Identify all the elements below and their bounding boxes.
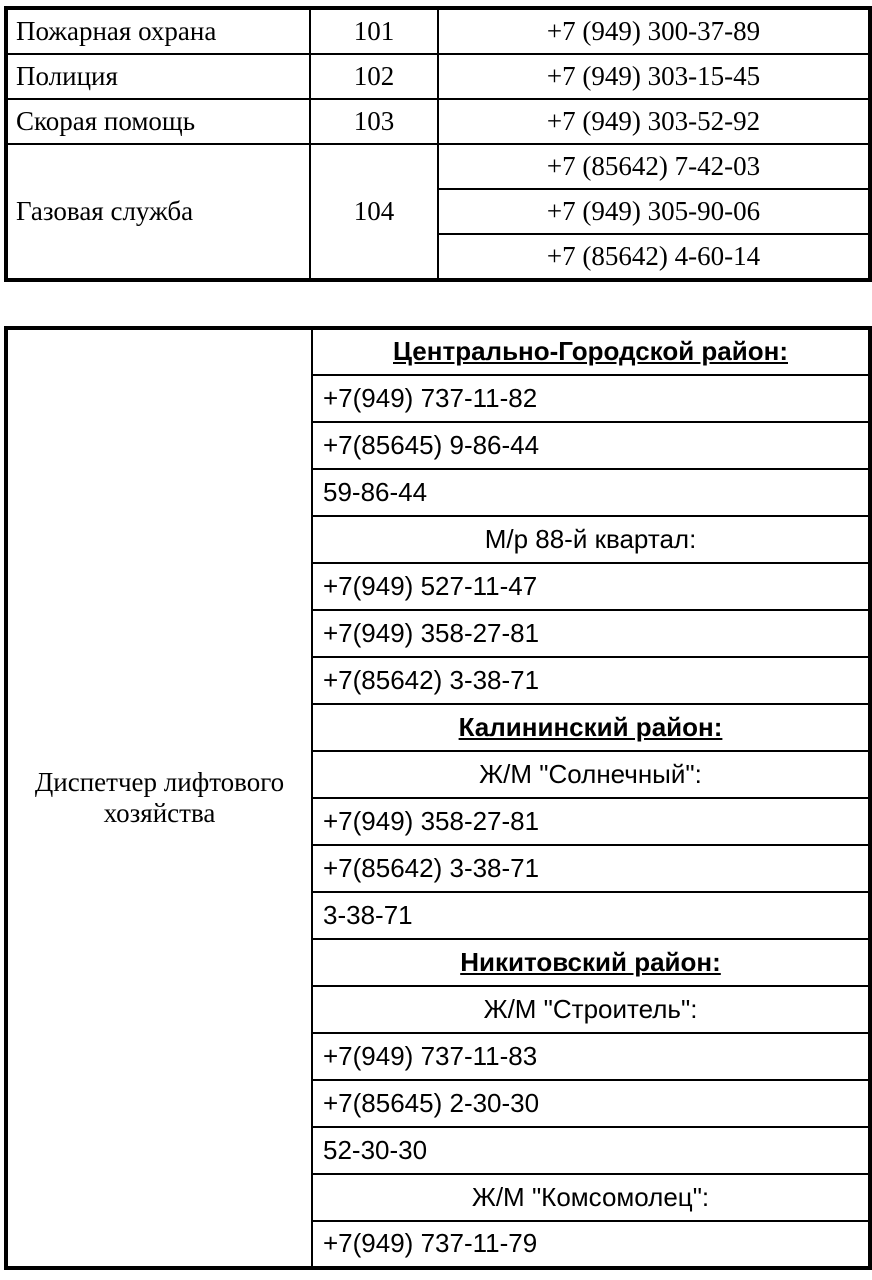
dispatcher-phone: +7(949) 358-27-81 xyxy=(312,610,870,657)
service-short-number: 101 xyxy=(310,8,438,54)
dispatcher-phone: 59-86-44 xyxy=(312,469,870,516)
dispatcher-phone: +7(949) 737-11-83 xyxy=(312,1033,870,1080)
dispatcher-phone: +7(85645) 9-86-44 xyxy=(312,422,870,469)
service-phone: +7 (85642) 7-42-03 xyxy=(438,144,870,189)
dispatcher-table-body xyxy=(6,328,870,1268)
dispatcher-label: Диспетчер лифтового хозяйства xyxy=(6,328,312,1268)
dispatcher-table xyxy=(4,326,872,1270)
district-headline: Калининский район: xyxy=(312,704,870,751)
service-phone: +7 (949) 305-90-06 xyxy=(438,189,870,234)
district-headline: Центрально-Городской район: xyxy=(312,328,870,375)
district-subheading: Ж/М "Строитель": xyxy=(312,986,870,1033)
dispatcher-phone: +7(85645) 2-30-30 xyxy=(312,1080,870,1127)
service-name: Скорая помощь xyxy=(6,99,310,144)
service-phone: +7 (949) 300-37-89 xyxy=(438,8,870,54)
dispatcher-phone: +7(85642) 3-38-71 xyxy=(312,845,870,892)
dispatcher-phone: +7(949) 737-11-82 xyxy=(312,375,870,422)
dispatcher-phone: +7(949) 527-11-47 xyxy=(312,563,870,610)
dispatcher-phone: 52-30-30 xyxy=(312,1127,870,1174)
district-subheading: Ж/М "Солнечный": xyxy=(312,751,870,798)
district-headline: Никитовский район: xyxy=(312,939,870,986)
service-name: Полиция xyxy=(6,54,310,99)
service-short-number: 102 xyxy=(310,54,438,99)
table-row xyxy=(6,99,870,144)
dispatcher-phone: +7(85642) 3-38-71 xyxy=(312,657,870,704)
service-name: Пожарная охрана xyxy=(6,8,310,54)
table-row xyxy=(6,144,870,189)
service-name: Газовая служба xyxy=(6,144,310,280)
table-row xyxy=(6,328,870,375)
emergency-table-body xyxy=(6,8,870,280)
district-subheading: Ж/М "Комсомолец": xyxy=(312,1174,870,1221)
dispatcher-phone: +7(949) 358-27-81 xyxy=(312,798,870,845)
district-subheading: М/р 88-й квартал: xyxy=(312,516,870,563)
service-phone: +7 (949) 303-15-45 xyxy=(438,54,870,99)
dispatcher-phone: +7(949) 737-11-79 xyxy=(312,1221,870,1268)
table-row xyxy=(6,8,870,54)
table-row xyxy=(6,54,870,99)
service-phone: +7 (949) 303-52-92 xyxy=(438,99,870,144)
service-short-number: 103 xyxy=(310,99,438,144)
dispatcher-phone: 3-38-71 xyxy=(312,892,870,939)
service-short-number: 104 xyxy=(310,144,438,280)
service-phone: +7 (85642) 4-60-14 xyxy=(438,234,870,280)
emergency-services-table xyxy=(4,6,872,282)
